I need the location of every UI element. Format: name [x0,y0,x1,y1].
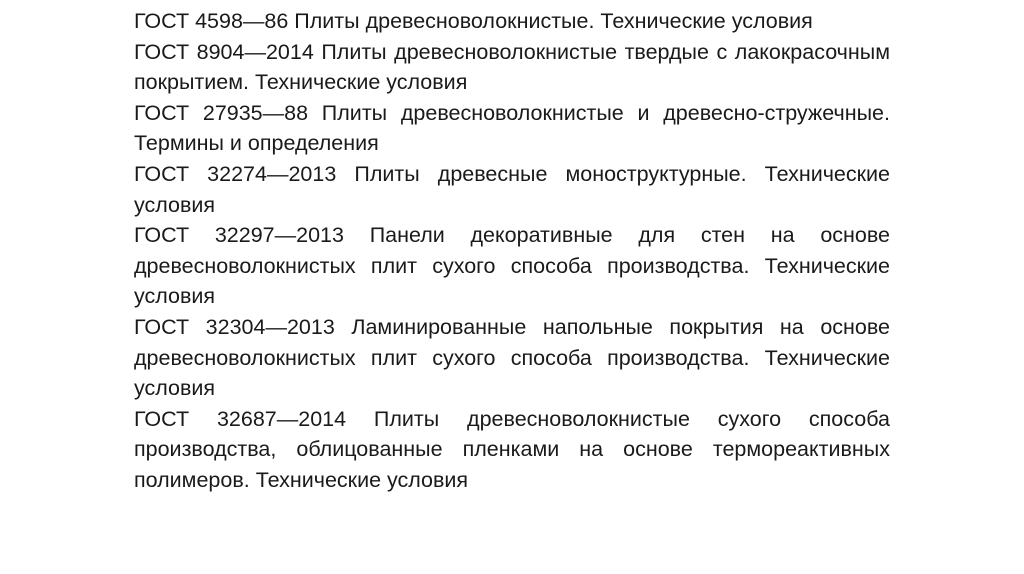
standard-item: ГОСТ 32274—2013 Плиты древесные моноструктурные. Технические условия [134,161,890,217]
standard-item: ГОСТ 4598—86 Плиты древесноволокнистые. Технические условия [134,9,813,33]
standard-item: ГОСТ 32687—2014 Плиты древесноволокнистые сухого способа производства, облицованные пленками на основе термореактивных полимеров. Технические условия [134,406,890,492]
standard-item: ГОСТ 32304—2013 Ламинированные напольные покрытия на основе древесноволокнистых плит сухого способа производства. Технические условия [134,314,890,401]
standard-item: ГОСТ 8904—2014 Плиты древесноволокнистые твердые с лакокрасочным покрытием. Технические условия [134,39,890,95]
standards-list [134,6,890,496]
standard-item: ГОСТ 27935—88 Плиты древесноволокнистые и древесно-стружечные. Термины и определения [134,100,890,156]
standard-item: ГОСТ 32297—2013 Панели декоративные для стен на основе древесноволокнистых плит сухого способа производства. Технические условия [134,223,890,309]
